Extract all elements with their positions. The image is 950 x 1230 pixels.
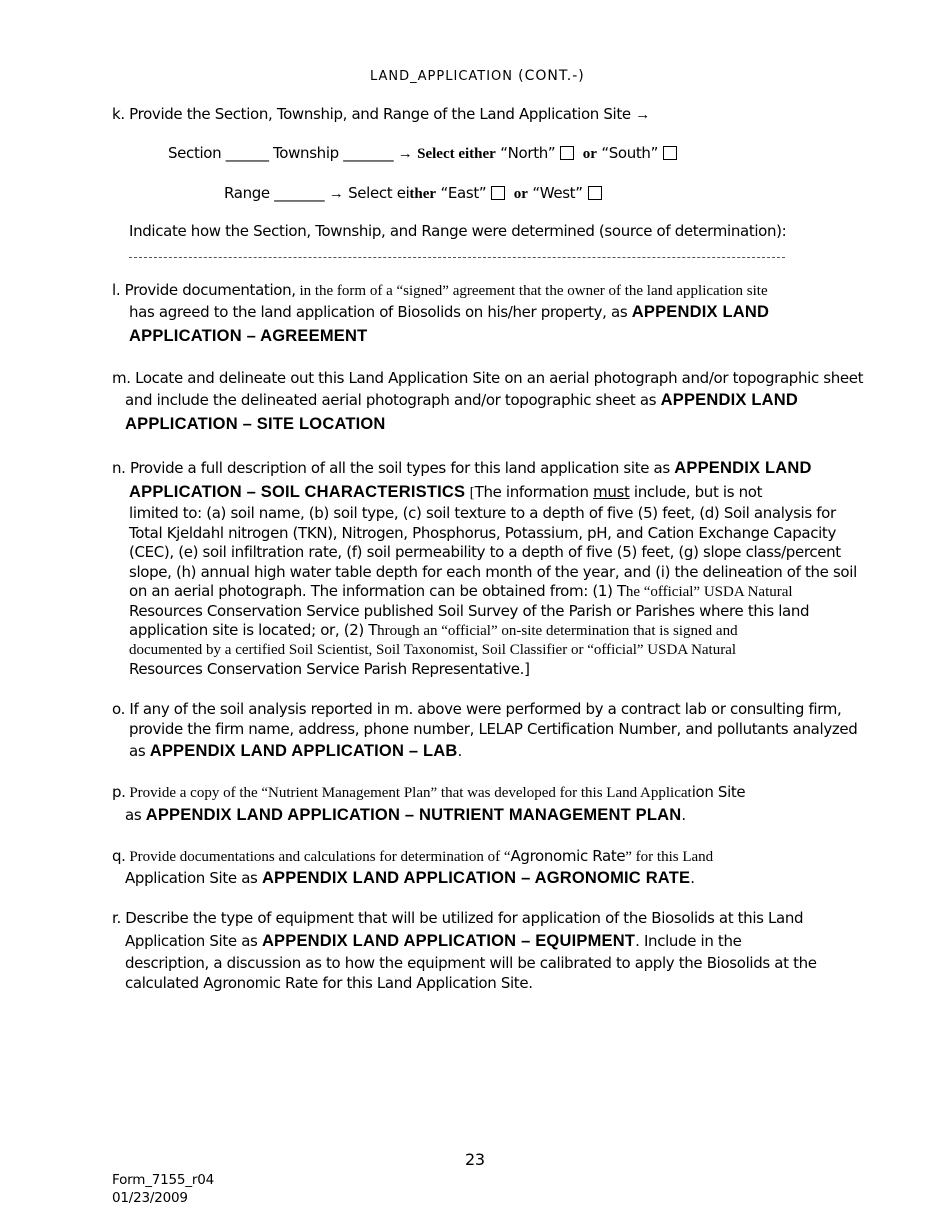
item-m-line1: m. Locate and delineate out this Land Application Site on an aerial photograph and/or topographic sheet (112, 369, 864, 387)
item-k-text: k. Provide the Section, Township, and Range of the Land Application Site → (112, 105, 651, 123)
item-n-line11: Resources Conservation Service Parish Representative.] (129, 660, 530, 678)
appendix-heading: APPLICATION – SOIL CHARACTERISTICS (129, 483, 466, 501)
township-label: Township _______ (273, 144, 394, 162)
item-n-line5: (CEC), (e) soil infiltration rate, (f) soil permeability to a depth of five (5) feet, (g) slope class/percent (129, 543, 841, 561)
appendix-heading: APPENDIX LAND APPLICATION – LAB (149, 742, 458, 760)
item-o-line2: provide the firm name, address, phone number, LELAP Certification Number, and pollutants analyzed (129, 720, 858, 738)
south-checkbox[interactable] (663, 146, 677, 160)
item-n-line9: application site is located; or, (2) Through an “official” on-site determination that is signed and (129, 621, 738, 639)
arrow-icon: → (397, 146, 413, 162)
form-id: Form_7155_r04 (112, 1172, 214, 1188)
appendix-heading: APPENDIX LAND APPLICATION – AGRONOMIC RATE (261, 869, 691, 887)
item-n-line8: Resources Conservation Service published Soil Survey of the Parish or Parishes where this land (129, 602, 810, 620)
item-r-line1: r. Describe the type of equipment that will be utilized for application of the Biosolids at this Land (112, 909, 804, 927)
item-n-line6: slope, (h) annual high water table depth for each month of the year, and (i) the delineation of the soil (129, 563, 857, 581)
item-l-line2: has agreed to the land application of Biosolids on his/her property, as APPENDIX LAND (129, 303, 770, 321)
appendix-heading: APPLICATION – AGREEMENT (129, 327, 368, 345)
section-township-row (168, 143, 677, 164)
west-checkbox[interactable] (588, 186, 602, 200)
item-n-line2: APPLICATION – SOIL CHARACTERISTICS [The information must include, but is not (129, 483, 763, 501)
item-n-line7: on an aerial photograph. The information can be obtained from: (1) The “official” USDA Natural (129, 582, 793, 600)
header-suffix: (CONT.-) (518, 68, 585, 84)
arrow-icon: → (328, 186, 344, 202)
appendix-heading: APPENDIX LAND (631, 303, 770, 321)
east-label: “East” (440, 184, 487, 202)
item-o-line3: as APPENDIX LAND APPLICATION – LAB. (129, 742, 462, 760)
select-label: Select either (348, 184, 437, 202)
appendix-heading: APPENDIX LAND APPLICATION – EQUIPMENT (261, 932, 636, 950)
item-q-line2: Application Site as APPENDIX LAND APPLICATION – AGRONOMIC RATE. (125, 869, 695, 887)
or-label: or (582, 146, 597, 162)
item-o-line1: o. If any of the soil analysis reported in m. above were performed by a contract lab or consulting firm, (112, 700, 842, 718)
page-number: 23 (465, 1150, 485, 1169)
select-either-label: Select either (417, 146, 496, 162)
appendix-heading: APPENDIX LAND APPLICATION – NUTRIENT MANAGEMENT PLAN (145, 806, 682, 824)
range-label: Range _______ (224, 184, 325, 202)
appendix-heading: APPLICATION – SITE LOCATION (125, 415, 386, 433)
north-checkbox[interactable] (560, 146, 574, 160)
item-n-line4: Total Kjeldahl nitrogen (TKN), Nitrogen, Phosphorus, Potassium, pH, and Cation Exchange Capacity (129, 524, 836, 542)
source-determination-line[interactable] (129, 256, 785, 258)
north-label: “North” (500, 144, 556, 162)
item-p-line2: as APPENDIX LAND APPLICATION – NUTRIENT MANAGEMENT PLAN. (125, 806, 686, 824)
form-date: 01/23/2009 (112, 1190, 188, 1206)
or-label: or (513, 186, 528, 202)
range-row (224, 183, 602, 204)
item-n-line1: n. Provide a full description of all the soil types for this land application site as APPENDIX LAND (112, 459, 812, 477)
appendix-heading: APPENDIX LAND (660, 391, 798, 409)
item-r-line4: calculated Agronomic Rate for this Land Application Site. (125, 974, 533, 992)
arrow-icon: → (635, 107, 651, 123)
item-n-line3: limited to: (a) soil name, (b) soil type, (c) soil texture to a depth of five (5) feet, (d) Soil analysis for (129, 504, 836, 522)
item-q-line1: q. Provide documentations and calculations for determination of “Agronomic Rate” for this Land (112, 847, 714, 865)
item-m-line2: and include the delineated aerial photograph and/or topographic sheet as APPENDIX LAND (125, 391, 798, 409)
item-r-line3: description, a discussion as to how the equipment will be calibrated to apply the Biosolids at the (125, 954, 817, 972)
section-label: Section ______ (168, 144, 269, 162)
item-l-line1: l. Provide documentation, in the form of a “signed” agreement that the owner of the land application site (112, 281, 768, 299)
page-header (370, 66, 585, 87)
west-label: “West” (532, 184, 583, 202)
must-emphasis: must (593, 483, 630, 501)
header-title: LAND_APPLICATION (370, 69, 514, 84)
item-n-line10: documented by a certified Soil Scientist, Soil Taxonomist, Soil Classifier or “official” USDA Natural (129, 642, 737, 658)
east-checkbox[interactable] (491, 186, 505, 200)
item-p-line1: p. Provide a copy of the “Nutrient Management Plan” that was developed for this Land Application Site (112, 783, 746, 801)
south-label: “South” (601, 144, 659, 162)
item-r-line2: Application Site as APPENDIX LAND APPLICATION – EQUIPMENT. Include in the (125, 932, 742, 950)
appendix-heading: APPENDIX LAND (674, 459, 812, 477)
indicate-text: Indicate how the Section, Township, and Range were determined (source of determination): (129, 222, 787, 240)
